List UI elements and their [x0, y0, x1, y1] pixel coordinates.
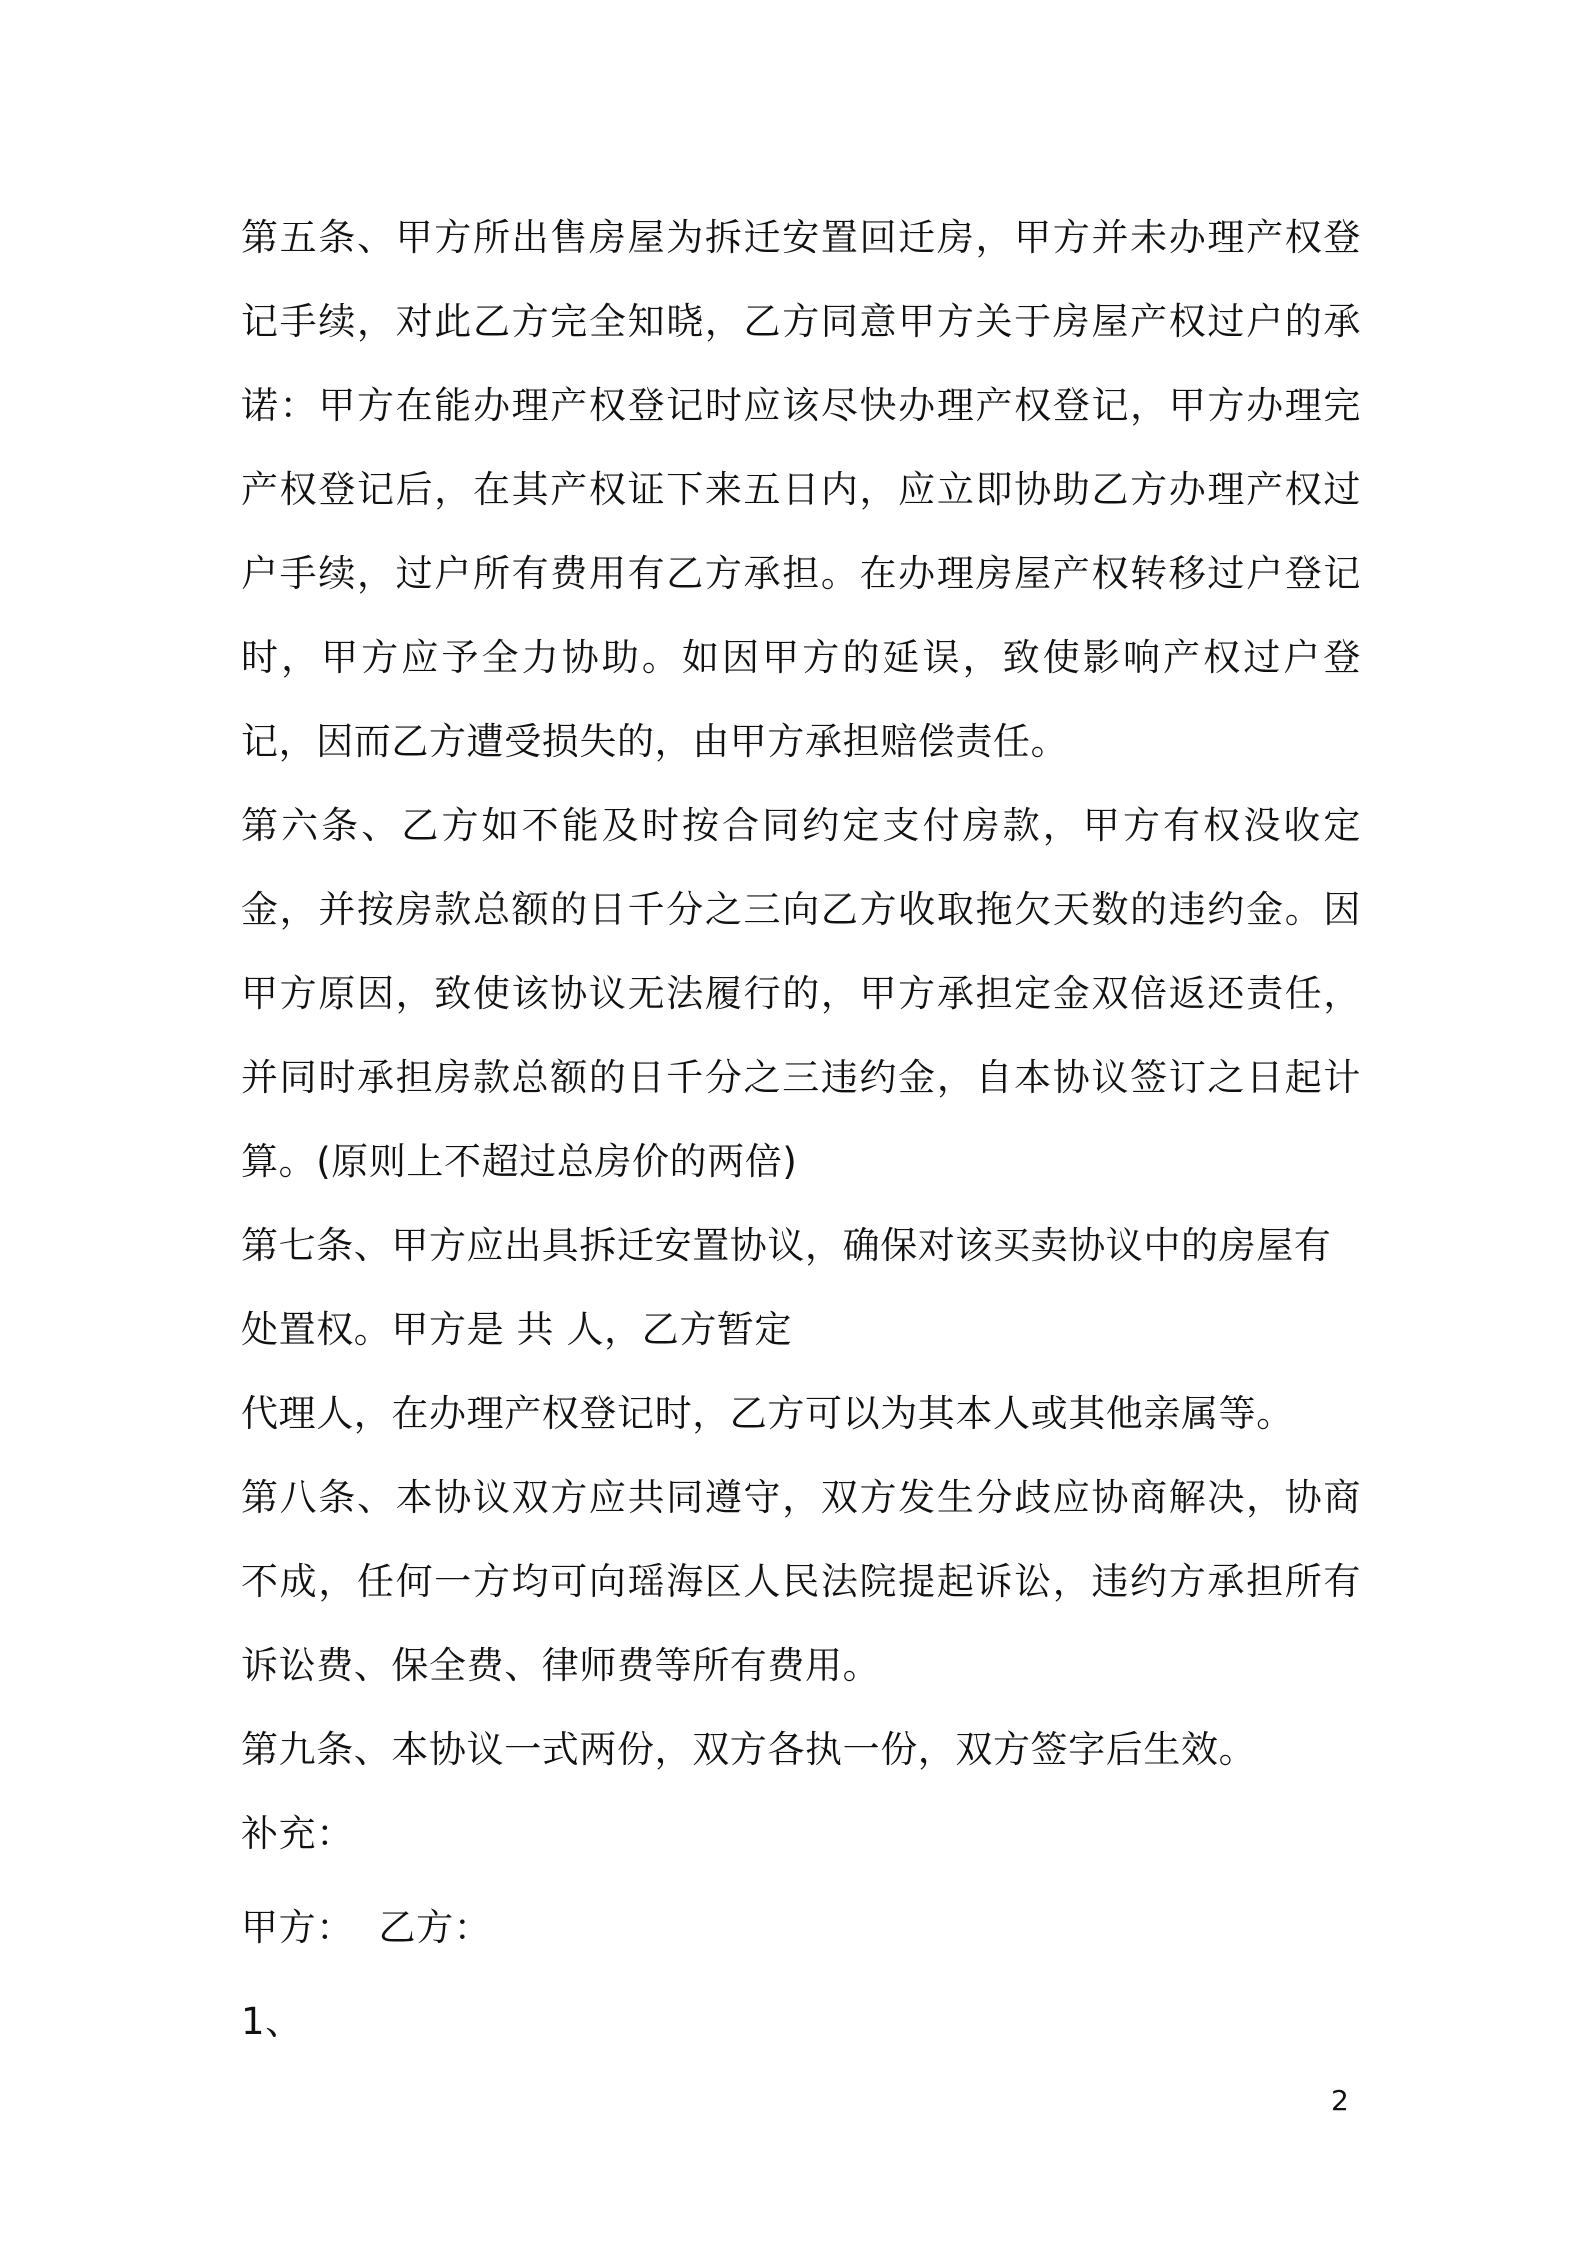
article-7-paragraph-line-1: 第七条、甲方应出具拆迁安置协议，确保对该买卖协议中的房屋有处置权。甲方是 共 人，乙方暂定 [241, 1224, 1332, 1351]
supplement-item-1: 1、 [241, 2000, 303, 2043]
article-8-paragraph: 第八条、本协议双方应共同遵守，双方发生分歧应协商解决，协商不成，任何一方均可向瑶海区人民法院提起诉讼，违约方承担所有诉讼费、保全费、律师费等所有费用。 [241, 1476, 1361, 1687]
party-signature-line: 甲方： 乙方： [241, 1906, 492, 1949]
article-9-paragraph: 第九条、本协议一式两份，双方各执一份，双方签字后生效。 [241, 1728, 1257, 1771]
supplement-label: 补充： [241, 1812, 354, 1855]
document-body [241, 196, 1361, 2064]
article-7-paragraph-line-2: 代理人，在办理产权登记时，乙方可以为其本人或其他亲属等。 [241, 1392, 1294, 1435]
article-6-paragraph: 第六条、乙方如不能及时按合同约定支付房款，甲方有权没收定金，并按房款总额的日千分之三向乙方收取拖欠天数的违约金。因甲方原因，致使该协议无法履行的，甲方承担定金双倍返还责任，并同时承担房款总额的日千分之三违约金，自本协议签订之日起计算。(原则上不超过总房价的两倍) [241, 804, 1361, 1183]
page-number: 2 [1331, 2084, 1349, 2117]
article-5-paragraph: 第五条、甲方所出售房屋为拆迁安置回迁房，甲方并未办理产权登记手续，对此乙方完全知晓，乙方同意甲方关于房屋产权过户的承诺：甲方在能办理产权登记时应该尽快办理产权登记，甲方办理完产权登记后，在其产权证下来五日内，应立即协助乙方办理产权过户手续，过户所有费用有乙方承担。在办理房屋产权转移过户登记时，甲方应予全力协助。如因甲方的延误，致使影响产权过户登记，因而乙方遭受损失的，由甲方承担赔偿责任。 [241, 216, 1361, 763]
